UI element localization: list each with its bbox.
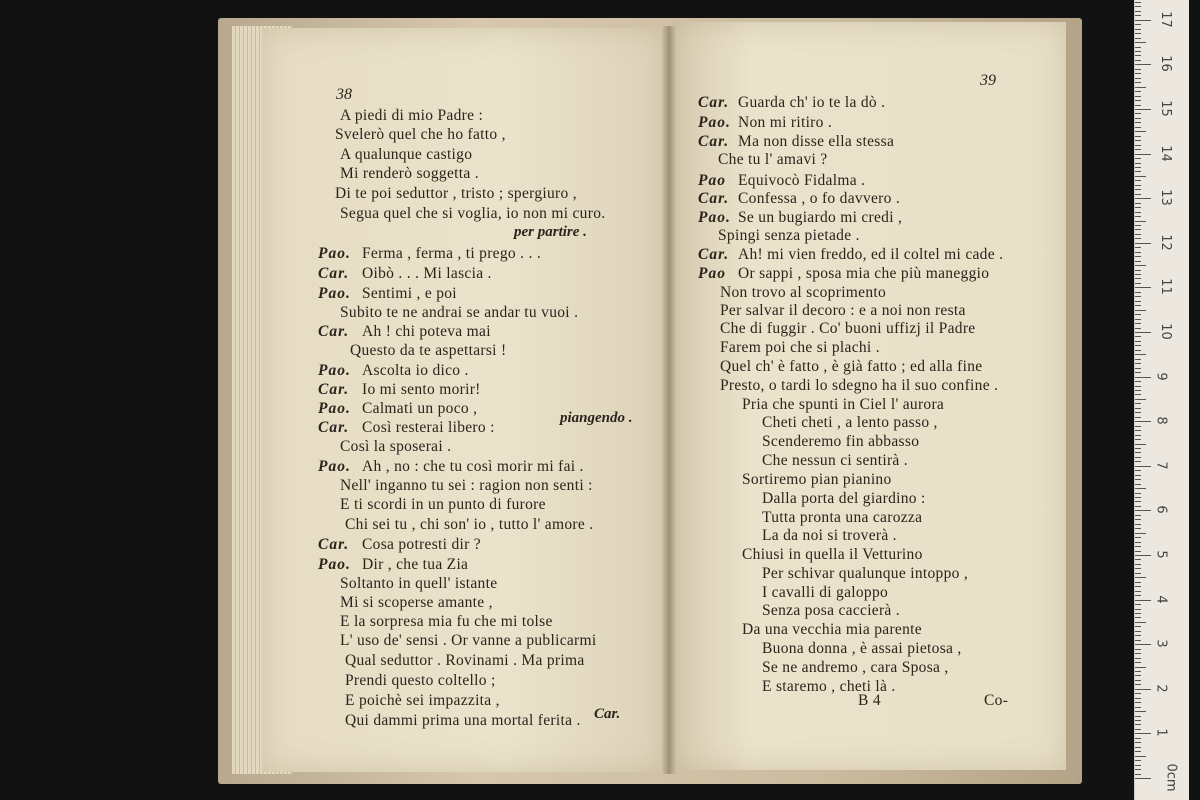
ruler-tick <box>1135 163 1141 164</box>
ruler-tick <box>1135 194 1141 195</box>
ruler-tick <box>1135 207 1141 208</box>
ruler-number: 12 <box>1157 234 1173 251</box>
book-gutter <box>662 26 676 774</box>
verse-line: Che di fuggir . Co' buoni uffizj il Padre <box>720 320 976 337</box>
verse-line: Nell' inganno tu sei : ragion non senti : <box>340 477 593 494</box>
ruler-tick <box>1135 390 1141 391</box>
ruler-tick <box>1135 671 1141 672</box>
ruler-tick <box>1135 69 1141 70</box>
speaker-label: Car. <box>318 419 350 436</box>
speaker-label: Pao <box>698 172 726 189</box>
ruler-tick <box>1135 42 1146 43</box>
ruler-tick <box>1135 301 1141 302</box>
ruler-tick <box>1135 229 1141 230</box>
ruler-tick <box>1135 105 1141 106</box>
ruler-tick <box>1135 479 1141 480</box>
ruler-tick <box>1135 171 1141 172</box>
ruler-tick <box>1135 600 1151 601</box>
ruler-tick <box>1135 20 1151 21</box>
ruler-tick <box>1135 158 1141 159</box>
ruler-tick <box>1135 684 1141 685</box>
ruler-tick <box>1135 448 1141 449</box>
ruler-tick <box>1135 64 1151 65</box>
speaker-label: Pao. <box>318 458 351 475</box>
ruler-tick <box>1135 238 1141 239</box>
ruler-tick <box>1135 408 1141 409</box>
ruler-number: 17 <box>1157 11 1173 28</box>
speaker-label: Car. <box>318 381 350 398</box>
ruler-tick <box>1135 653 1141 654</box>
speaker-label: Car. <box>698 246 730 263</box>
ruler-tick <box>1135 78 1141 79</box>
ruler-tick <box>1135 287 1151 288</box>
ruler-tick <box>1135 51 1141 52</box>
ruler-tick <box>1135 542 1141 543</box>
ruler-tick <box>1135 760 1141 761</box>
ruler-tick <box>1135 698 1141 699</box>
ruler-tick <box>1135 635 1141 636</box>
catchword: Car. <box>594 706 621 722</box>
ruler-tick <box>1135 546 1141 547</box>
ruler-tick <box>1135 702 1141 703</box>
left-page-number: 38 <box>336 86 352 103</box>
ruler-tick <box>1135 386 1141 387</box>
verse-line: Da una vecchia mia parente <box>742 621 922 638</box>
ruler-tick <box>1135 29 1141 30</box>
ruler-tick <box>1135 457 1141 458</box>
ruler-tick <box>1135 332 1151 333</box>
ruler-tick <box>1135 524 1141 525</box>
ruler-number: 2 <box>1153 684 1169 693</box>
ruler-tick <box>1135 33 1141 34</box>
ruler-tick <box>1135 394 1141 395</box>
ruler-tick <box>1135 109 1151 110</box>
verse-line: Ferma , ferma , ti prego . . . <box>362 245 542 262</box>
ruler-tick <box>1135 113 1141 114</box>
ruler-tick <box>1135 149 1141 150</box>
ruler-tick <box>1135 609 1141 610</box>
verse-line: Così resterai libero : <box>362 419 495 436</box>
ruler-tick <box>1135 47 1141 48</box>
ruler-tick <box>1135 15 1141 16</box>
ruler-tick <box>1135 662 1141 663</box>
ruler-tick <box>1135 127 1141 128</box>
ruler-tick <box>1135 733 1151 734</box>
verse-line: Qual seduttor . Rovinami . Ma prima <box>345 652 585 669</box>
ruler-tick <box>1135 359 1141 360</box>
ruler-tick <box>1135 350 1141 351</box>
ruler-number: 8 <box>1153 416 1169 425</box>
speaker-label: Pao. <box>318 245 351 262</box>
verse-line: E poichè sei impazzita , <box>345 692 500 709</box>
ruler-tick <box>1135 720 1141 721</box>
ruler-tick <box>1135 6 1141 7</box>
ruler-tick <box>1135 751 1141 752</box>
verse-line: Questo da te aspettarsi ! <box>350 342 507 359</box>
ruler-number: 5 <box>1153 550 1169 559</box>
ruler-tick <box>1135 305 1141 306</box>
ruler-tick <box>1135 216 1141 217</box>
ruler-tick <box>1135 363 1141 364</box>
ruler-tick <box>1135 439 1141 440</box>
verse-line: Dalla porta del giardino : <box>762 490 926 507</box>
ruler-tick <box>1135 278 1141 279</box>
verse-line: Sentimi , e poi <box>362 285 457 302</box>
speaker-label: Pao <box>698 265 726 282</box>
ruler-tick <box>1135 421 1151 422</box>
ruler-tick <box>1135 475 1141 476</box>
ruler-tick <box>1135 519 1141 520</box>
verse-line: Svelerò quel che ho fatto , <box>335 126 506 143</box>
ruler-tick <box>1135 82 1141 83</box>
ruler-tick <box>1135 243 1151 244</box>
ruler-tick <box>1135 212 1141 213</box>
ruler-tick <box>1135 417 1141 418</box>
speaker-label: Pao. <box>318 285 351 302</box>
ruler-tick <box>1135 461 1141 462</box>
verse-line: Farem poi che si plachi . <box>720 339 880 356</box>
ruler-number: 13 <box>1157 189 1173 206</box>
ruler-tick <box>1135 60 1141 61</box>
ruler-tick <box>1135 729 1141 730</box>
ruler-tick <box>1135 412 1141 413</box>
ruler-tick <box>1135 551 1141 552</box>
ruler-tick <box>1135 11 1141 12</box>
ruler-number: 14 <box>1157 144 1173 162</box>
speaker-label: Pao. <box>698 209 731 226</box>
ruler-tick <box>1135 55 1141 56</box>
verse-line: Ah ! chi poteva mai <box>362 323 491 340</box>
ruler-tick <box>1135 118 1141 119</box>
verse-line: Calmati un poco , <box>362 400 478 417</box>
verse-line: Qui dammi prima una mortal ferita . <box>345 712 581 729</box>
ruler-tick <box>1135 185 1141 186</box>
measurement-ruler <box>1134 0 1189 800</box>
verse-line: Così la sposerai . <box>340 438 452 455</box>
ruler-tick <box>1135 265 1146 266</box>
ruler-tick <box>1135 189 1141 190</box>
ruler-tick <box>1135 270 1141 271</box>
verse-line: Sortiremo pian pianino <box>742 471 892 488</box>
ruler-tick <box>1135 644 1151 645</box>
verse-line: Presto, o tardi lo sdegno ha il suo confine . <box>720 377 999 394</box>
ruler-number: 9 <box>1153 371 1169 381</box>
ruler-tick <box>1135 506 1141 507</box>
ruler-tick <box>1135 622 1146 623</box>
verse-line: A piedi di mio Padre : <box>340 107 484 124</box>
verse-line: Per schivar qualunque intoppo , <box>762 565 969 582</box>
verse-line: Equivocò Fidalma . <box>738 172 866 189</box>
ruler-tick <box>1135 689 1151 690</box>
ruler-number: 7 <box>1153 461 1169 470</box>
ruler-tick <box>1135 140 1141 141</box>
verse-line: Ah , no : che tu così morir mi fai . <box>362 458 584 475</box>
ruler-tick <box>1135 354 1146 355</box>
ruler-tick <box>1135 345 1141 346</box>
ruler-tick <box>1135 488 1146 489</box>
ruler-tick <box>1135 96 1141 97</box>
ruler-tick <box>1135 328 1141 329</box>
speaker-label: Pao. <box>318 556 351 573</box>
ruler-tick <box>1135 680 1141 681</box>
verse-line: Cosa potresti dir ? <box>362 536 481 553</box>
ruler-number: 16 <box>1157 55 1173 73</box>
verse-line: Guarda ch' io te la dò . <box>738 94 886 111</box>
ruler-tick <box>1135 399 1146 400</box>
ruler-tick <box>1135 87 1146 88</box>
ruler-number: 4 <box>1153 594 1169 604</box>
verse-line: Soltanto in quell' istante <box>340 575 498 592</box>
right-page-number: 39 <box>980 72 996 89</box>
ruler-tick <box>1135 778 1151 779</box>
ruler-tick <box>1135 591 1141 592</box>
catchword: Co- <box>984 692 1009 709</box>
ruler-tick <box>1135 555 1151 556</box>
ruler-tick <box>1135 470 1141 471</box>
ruler-tick <box>1135 658 1141 659</box>
ruler-tick <box>1135 568 1141 569</box>
ruler-tick <box>1135 296 1141 297</box>
ruler-tick <box>1135 38 1141 39</box>
ruler-tick <box>1135 617 1141 618</box>
ruler-tick <box>1135 91 1141 92</box>
ruler-number: 11 <box>1157 278 1173 296</box>
ruler-tick <box>1135 631 1141 632</box>
verse-line: Mi si scoperse amante , <box>340 594 493 611</box>
verse-line: Scenderemo fin abbasso <box>762 433 920 450</box>
ruler-tick <box>1135 377 1151 378</box>
verse-line: E staremo , cheti là . <box>762 678 896 695</box>
ruler-tick <box>1135 261 1141 262</box>
verse-line: Chi sei tu , chi son' io , tutto l' amore . <box>345 516 594 533</box>
ruler-tick <box>1135 774 1141 775</box>
verse-line: Or sappi , sposa mia che più maneggio <box>738 265 990 282</box>
ruler-tick <box>1135 167 1141 168</box>
ruler-tick <box>1135 452 1141 453</box>
ruler-number: 15 <box>1157 100 1173 117</box>
ruler-tick <box>1135 742 1141 743</box>
ruler-tick <box>1135 221 1146 222</box>
verse-line: Oibò . . . Mi lascia . <box>362 265 492 282</box>
ruler-tick <box>1135 136 1141 137</box>
ruler-tick <box>1135 724 1141 725</box>
ruler-tick <box>1135 493 1141 494</box>
ruler-tick <box>1135 675 1141 676</box>
ruler-tick <box>1135 649 1141 650</box>
verse-line: La da noi si troverà . <box>762 527 897 544</box>
verse-line: Mi renderò soggetta . <box>340 165 479 182</box>
ruler-tick <box>1135 595 1141 596</box>
ruler-tick <box>1135 256 1141 257</box>
verse-line: Che nessun ci sentirà . <box>762 452 908 469</box>
ruler-tick <box>1135 435 1141 436</box>
speaker-label: Pao. <box>318 362 351 379</box>
verse-line: Non mi ritiro . <box>738 114 833 131</box>
ruler-tick <box>1135 131 1146 132</box>
verse-line: Segua quel che si voglia, io non mi curo. <box>340 205 606 222</box>
ruler-tick <box>1135 180 1141 181</box>
ruler-tick <box>1135 582 1141 583</box>
verse-line: Per salvar il decoro : e a noi non resta <box>720 302 966 319</box>
ruler-tick <box>1135 573 1141 574</box>
speaker-label: Car. <box>698 190 730 207</box>
ruler-number: 3 <box>1153 639 1169 648</box>
verse-line: Chiusi in quella il Vetturino <box>742 546 923 563</box>
verse-line: Subito te ne andrai se andar tu vuoi . <box>340 304 579 321</box>
ruler-tick <box>1135 667 1146 668</box>
verse-line: Confessa , o fo davvero . <box>738 190 901 207</box>
ruler-tick <box>1135 533 1146 534</box>
ruler-tick <box>1135 283 1141 284</box>
ruler-tick <box>1135 381 1141 382</box>
ruler-tick <box>1135 176 1146 177</box>
ruler-tick <box>1135 537 1141 538</box>
ruler-tick <box>1135 234 1141 235</box>
ruler-number: 1 <box>1153 728 1169 738</box>
ruler-tick <box>1135 711 1146 712</box>
ruler-tick <box>1135 497 1141 498</box>
verse-line: Se ne andremo , cara Sposa , <box>762 659 949 676</box>
ruler-tick <box>1135 738 1141 739</box>
ruler-tick <box>1135 314 1141 315</box>
verse-line: Io mi sento morir! <box>362 381 481 398</box>
ruler-tick <box>1135 577 1146 578</box>
stage-direction: piangendo . <box>560 410 633 426</box>
speaker-label: Car. <box>318 323 350 340</box>
ruler-tick <box>1135 310 1146 311</box>
ruler-tick <box>1135 372 1141 373</box>
ruler-tick <box>1135 203 1141 204</box>
verse-line: E ti scordi in un punto di furore <box>340 496 546 513</box>
ruler-tick <box>1135 247 1141 248</box>
ruler-tick <box>1135 693 1141 694</box>
verse-line: Cheti cheti , a lento passo , <box>762 414 938 431</box>
ruler-tick <box>1135 604 1141 605</box>
ruler-tick <box>1135 586 1141 587</box>
verse-line: Senza posa caccierà . <box>762 602 900 619</box>
ruler-tick <box>1135 100 1141 101</box>
ruler-number: 0cm <box>1163 763 1179 792</box>
ruler-tick <box>1135 368 1141 369</box>
ruler-tick <box>1135 515 1141 516</box>
signature-mark: B 4 <box>858 692 881 709</box>
ruler-tick <box>1135 501 1141 502</box>
ruler-tick <box>1135 403 1141 404</box>
ruler-tick <box>1135 292 1141 293</box>
speaker-label: Pao. <box>698 114 731 131</box>
verse-line: I cavalli di galoppo <box>762 584 889 601</box>
ruler-tick <box>1135 323 1141 324</box>
ruler-tick <box>1135 765 1141 766</box>
ruler-tick <box>1135 716 1141 717</box>
verse-line: Buona donna , è assai pietosa , <box>762 640 962 657</box>
verse-line: Dir , che tua Zia <box>362 556 469 573</box>
verse-line: Prendi questo coltello ; <box>345 672 496 689</box>
ruler-tick <box>1135 274 1141 275</box>
verse-line: Ah! mi vien freddo, ed il coltel mi cade . <box>738 246 1004 263</box>
verse-line: Non trovo al scoprimento <box>720 284 887 301</box>
speaker-label: Car. <box>318 536 350 553</box>
ruler-tick <box>1135 225 1141 226</box>
ruler-tick <box>1135 640 1141 641</box>
verse-line: Ascolta io dico . <box>362 362 469 379</box>
verse-line: Quel ch' è fatto , è già fatto ; ed alla fine <box>720 358 983 375</box>
ruler-tick <box>1135 626 1141 627</box>
speaker-label: Car. <box>698 133 730 150</box>
verse-line: Di te poi seduttor , tristo ; spergiuro , <box>335 185 577 202</box>
verse-line: Spingi senza pietade . <box>718 227 860 244</box>
verse-line: E la sorpresa mia fu che mi tolse <box>340 613 553 630</box>
ruler-tick <box>1135 466 1151 467</box>
ruler-number: 6 <box>1153 505 1169 515</box>
speaker-label: Car. <box>318 265 350 282</box>
speaker-label: Car. <box>698 94 730 111</box>
ruler-tick <box>1135 319 1141 320</box>
speaker-label: Pao. <box>318 400 351 417</box>
ruler-tick <box>1135 198 1151 199</box>
ruler-tick <box>1135 510 1151 511</box>
ruler-tick <box>1135 154 1151 155</box>
verse-line: Se un bugiardo mi credi , <box>738 209 903 226</box>
ruler-number: 10 <box>1157 323 1173 340</box>
verse-line: Tutta pronta una carozza <box>762 509 923 526</box>
verse-line: Pria che spunti in Ciel l' aurora <box>742 396 945 413</box>
ruler-tick <box>1135 528 1141 529</box>
ruler-tick <box>1135 24 1141 25</box>
ruler-tick <box>1135 122 1141 123</box>
ruler-tick <box>1135 559 1141 560</box>
ruler-tick <box>1135 707 1141 708</box>
verse-line: A qualunque castigo <box>340 146 473 163</box>
ruler-tick <box>1135 73 1141 74</box>
ruler-tick <box>1135 756 1146 757</box>
ruler-tick <box>1135 426 1141 427</box>
verse-line: Ma non disse ella stessa <box>738 133 895 150</box>
ruler-tick <box>1135 336 1141 337</box>
ruler-tick <box>1135 769 1141 770</box>
ruler-tick <box>1135 145 1141 146</box>
ruler-tick <box>1135 2 1141 3</box>
ruler-tick <box>1135 484 1141 485</box>
stage-direction: per partire . <box>514 224 587 240</box>
ruler-tick <box>1135 341 1141 342</box>
verse-line: L' uso de' sensi . Or vanne a publicarmi <box>340 632 597 649</box>
ruler-tick <box>1135 564 1141 565</box>
ruler-tick <box>1135 444 1146 445</box>
ruler-tick <box>1135 430 1141 431</box>
ruler-tick <box>1135 747 1141 748</box>
ruler-tick <box>1135 613 1141 614</box>
ruler-tick <box>1135 252 1141 253</box>
verse-line: Che tu l' amavi ? <box>718 151 828 168</box>
